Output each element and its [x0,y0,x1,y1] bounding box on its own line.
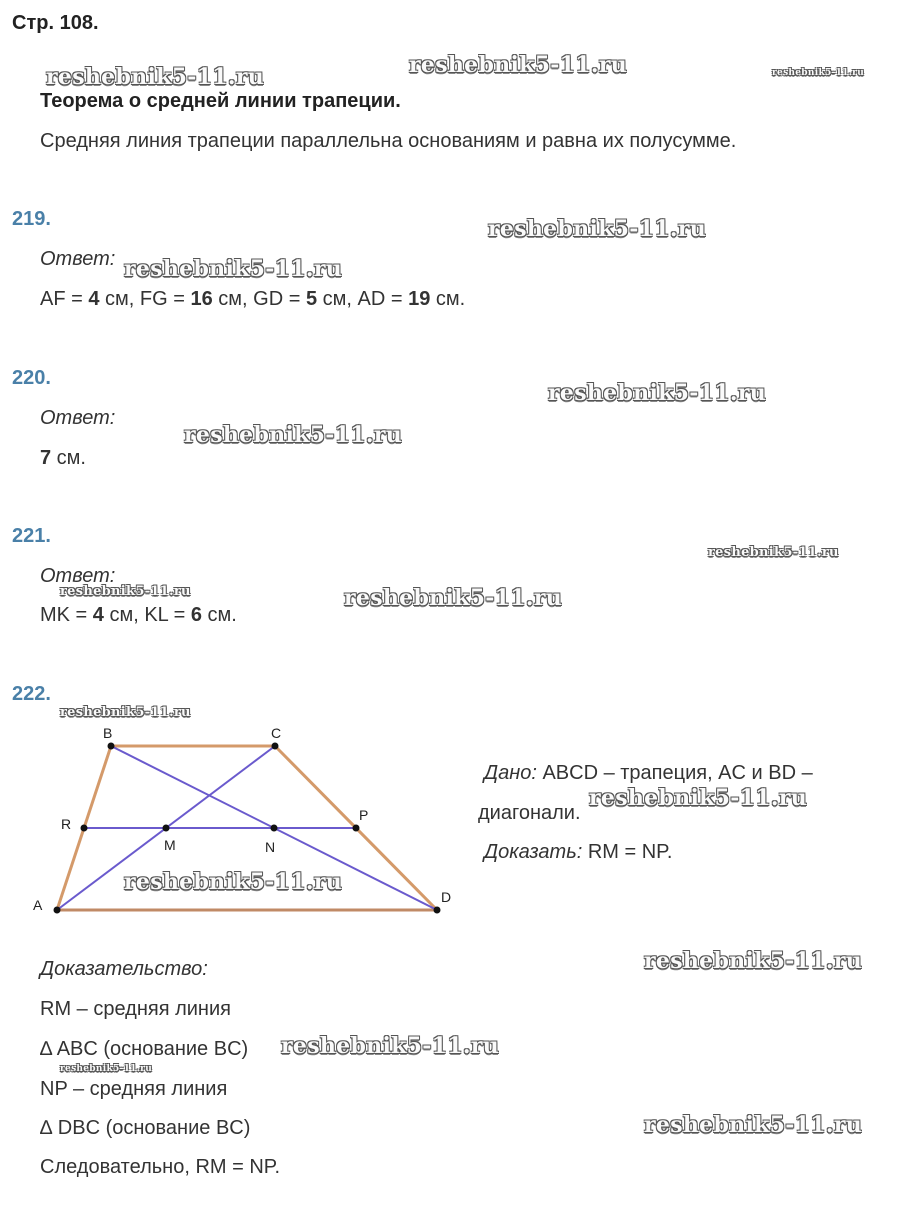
label-m: M [164,837,176,853]
problem-number-221: 221. [12,525,51,547]
watermark: reshebnik5-11.ru [60,705,191,720]
label-c: C [271,725,282,741]
point-b [108,743,115,750]
watermark: reshebnik5-11.ru [644,1112,863,1138]
proof-line-4: ∆ DBC (основание BC) [40,1117,251,1139]
watermark: reshebnik5-11.ru [644,948,863,974]
point-r [81,825,88,832]
watermark: reshebnik5-11.ru [124,256,343,282]
point-c [272,743,279,750]
label-n: N [265,839,276,855]
given-line-2: диагонали. [478,802,581,824]
watermark: reshebnik5-11.ru [708,545,839,560]
answer-label-220: Ответ: [40,407,116,429]
given-line: Дано: ABCD – трапеция, AC и BD – [484,762,813,784]
theorem-title: Теорема о средней линии трапеции. [40,90,401,112]
label-r: R [61,816,72,832]
watermark: reshebnik5-11.ru [60,584,191,599]
label-b: B [103,725,113,741]
point-d [434,907,441,914]
answer-text-221: MK = 4 см, KL = 6 см. [40,604,237,626]
proof-line-2: ∆ ABC (основание BC) [40,1038,249,1060]
answer-label-221: Ответ: [40,565,116,587]
page-number: Стр. 108. [12,12,99,34]
label-d: D [441,889,452,905]
watermark: reshebnik5-11.ru [772,68,865,78]
point-a [54,907,61,914]
proof-label: Доказательство: [40,958,208,980]
proof-line-5: Следовательно, RM = NP. [40,1156,281,1178]
watermark: reshebnik5-11.ru [548,380,767,406]
watermark: reshebnik5-11.ru [46,64,265,90]
answer-label-219: Ответ: [40,248,116,270]
watermark: reshebnik5-11.ru [60,1064,153,1074]
proof-line-3: NP – средняя линия [40,1078,228,1100]
watermark: reshebnik5-11.ru [281,1033,500,1059]
problem-number-219: 219. [12,208,51,230]
answer-text-220: 7 см. [40,447,86,469]
watermark: reshebnik5-11.ru [409,52,628,78]
watermark: reshebnik5-11.ru [184,422,403,448]
watermark: reshebnik5-11.ru [589,785,808,811]
label-a: A [33,897,43,913]
answer-text-219: AF = 4 см, FG = 16 см, GD = 5 см, AD = 19 см. [40,288,466,310]
prove-line: Доказать: RM = NP. [484,841,673,863]
point-n [271,825,278,832]
proof-line-1: RM – средняя линия [40,998,231,1020]
problem-number-222: 222. [12,683,51,705]
label-p: P [359,807,369,823]
point-p [353,825,360,832]
theorem-text: Средняя линия трапеции параллельна основаниям и равна их полусумме. [40,130,737,152]
problem-number-220: 220. [12,367,51,389]
watermark: reshebnik5-11.ru [124,869,343,895]
watermark: reshebnik5-11.ru [344,585,563,611]
watermark: reshebnik5-11.ru [488,216,707,242]
point-m [163,825,170,832]
